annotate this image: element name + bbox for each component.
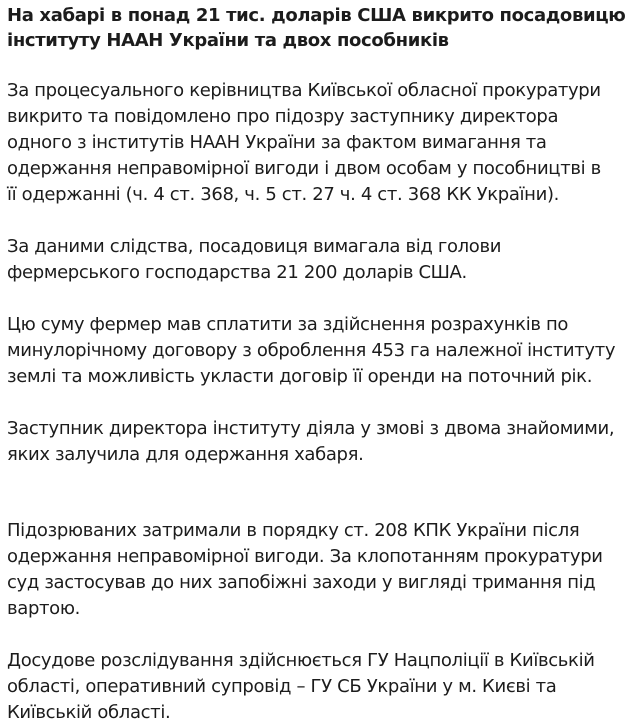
paragraph-investigation-data: [7, 234, 623, 286]
paragraph-pretrial-investigation: [7, 648, 623, 726]
paragraph-line: землі та можливість укласти договір її оренди на поточний рік.: [7, 366, 593, 387]
paragraph-line: області, оперативний супровід – ГУ СБ України у м. Києві та: [7, 676, 557, 697]
paragraph-line: Київській області.: [7, 702, 171, 723]
paragraph-line: її одержанні (ч. 4 ст. 368, ч. 5 ст. 27 ч. 4 ст. 368 КК України).: [7, 184, 559, 205]
paragraph-line: яких залучила для одержання хабаря.: [7, 444, 364, 465]
headline-line: На хабарі в понад 21 тис. доларів США викрито посадовицю: [7, 5, 625, 26]
paragraph-accomplices: [7, 416, 623, 468]
paragraph-line: одержання неправомірної вигоди. За клопотанням прокуратури: [7, 546, 603, 567]
headline-line: інституту НААН України та двох пособників: [7, 30, 449, 51]
article-headline: [7, 3, 623, 53]
paragraph-line: Цю суму фермер мав сплатити за здійснення розрахунків по: [7, 314, 569, 335]
paragraph-line: Досудове розслідування здійснюється ГУ Нацполіції в Київській: [7, 650, 595, 671]
paragraph-line: вартою.: [7, 598, 80, 619]
paragraph-line: Підозрюваних затримали в порядку ст. 208 КПК України після: [7, 520, 580, 541]
paragraph-line: Заступник директора інституту діяла у змові з двома знайомими,: [7, 418, 615, 439]
paragraph-line: минулорічному договору з оброблення 453 га належної інституту: [7, 340, 616, 361]
paragraph-payment-details: [7, 312, 623, 390]
paragraph-prosecution-notice: [7, 78, 623, 208]
paragraph-line: одного з інститутів НААН України за фактом вимагання та: [7, 132, 547, 153]
paragraph-line: фермерського господарства 21 200 доларів США.: [7, 262, 467, 283]
paragraph-line: викрито та повідомлено про підозру заступнику директора: [7, 106, 559, 127]
paragraph-line: одержання неправомірної вигоди і двом особам у пособництві в: [7, 158, 601, 179]
paragraph-line: За даними слідства, посадовиця вимагала від голови: [7, 236, 502, 257]
paragraph-detention: [7, 518, 623, 622]
paragraph-line: За процесуального керівництва Київської обласної прокуратури: [7, 80, 601, 101]
paragraph-line: суд застосував до них запобіжні заходи у вигляді тримання під: [7, 572, 596, 593]
